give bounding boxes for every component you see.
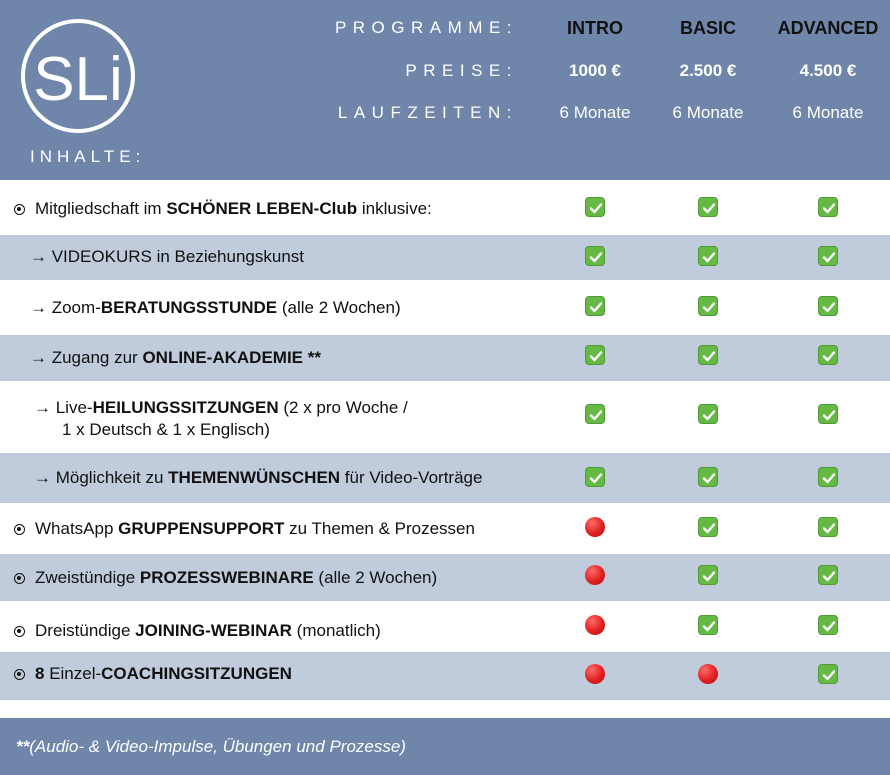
table-row: Dreistündige JOINING-WEBINAR (monatlich) bbox=[0, 601, 890, 652]
check-icon bbox=[698, 246, 718, 266]
check-icon bbox=[585, 246, 605, 266]
column-intro-name: INTRO bbox=[567, 18, 623, 38]
check-icon bbox=[818, 517, 838, 537]
table-row: → Live-HEILUNGSSITZUNGEN (2 x pro Woche / 1 x Deutsch & 1 x Englisch) bbox=[34, 398, 408, 439]
column-basic-name: BASIC bbox=[679, 18, 736, 38]
check-icon bbox=[585, 345, 605, 365]
check-icon bbox=[818, 404, 838, 424]
laufzeiten-label: LAUFZEITEN: bbox=[337, 103, 518, 122]
column-advanced-duration: 6 Monate bbox=[792, 103, 864, 122]
sli-logo bbox=[20, 18, 136, 134]
column-advanced-name: ADVANCED bbox=[777, 18, 879, 38]
check-icon bbox=[818, 345, 838, 365]
column-intro-duration: 6 Monate bbox=[559, 103, 631, 122]
check-icon bbox=[585, 296, 605, 316]
footer bbox=[0, 718, 890, 775]
check-icon bbox=[818, 565, 838, 585]
check-icon bbox=[585, 467, 605, 487]
table-row: 8 Einzel-COACHINGSITZUNGEN bbox=[0, 652, 890, 700]
check-icon bbox=[585, 197, 605, 217]
table-row: → Zoom-BERATUNGSSTUNDE (alle 2 Wochen) bbox=[30, 298, 401, 317]
header bbox=[0, 0, 890, 180]
check-icon bbox=[698, 345, 718, 365]
table-row: → VIDEOKURS in Beziehungskunst bbox=[0, 235, 890, 280]
bullet-icon bbox=[14, 524, 25, 535]
table-row: Zweistündige PROZESSWEBINARE (alle 2 Wochen) bbox=[0, 554, 890, 601]
check-icon bbox=[818, 664, 838, 684]
check-icon bbox=[698, 197, 718, 217]
no-icon bbox=[585, 664, 605, 684]
check-icon bbox=[818, 467, 838, 487]
bullet-icon bbox=[14, 669, 25, 680]
check-icon bbox=[698, 404, 718, 424]
column-basic-price: 2.500 € bbox=[679, 61, 737, 80]
table-row: → Zugang zur ONLINE-AKADEMIE ** bbox=[0, 335, 890, 381]
bullet-icon bbox=[14, 626, 25, 637]
preise-label: PREISE: bbox=[405, 61, 518, 80]
programme-label: PROGRAMME: bbox=[334, 18, 518, 37]
column-basic-duration: 6 Monate bbox=[672, 103, 744, 122]
table-row: Mitgliedschaft im SCHÖNER LEBEN-Club inklusive: bbox=[0, 180, 890, 235]
inhalte-label: INHALTE: bbox=[30, 147, 146, 166]
table-row: → Möglichkeit zu THEMENWÜNSCHEN für Video-Vorträge bbox=[0, 453, 890, 503]
check-icon bbox=[698, 615, 718, 635]
footnote: **(Audio- & Video-Impulse, Übungen und Prozesse) bbox=[16, 737, 406, 756]
bullet-icon bbox=[14, 204, 25, 215]
check-icon bbox=[698, 565, 718, 585]
check-icon bbox=[818, 296, 838, 316]
check-icon bbox=[698, 517, 718, 537]
table-row: WhatsApp GRUPPENSUPPORT zu Themen & Prozessen bbox=[0, 503, 890, 554]
column-intro-price: 1000 € bbox=[569, 61, 621, 80]
logo-text: SLi bbox=[33, 45, 123, 114]
no-icon bbox=[585, 565, 605, 585]
check-icon bbox=[698, 467, 718, 487]
check-icon bbox=[818, 615, 838, 635]
check-icon bbox=[818, 246, 838, 266]
no-icon bbox=[585, 615, 605, 635]
no-icon bbox=[698, 664, 718, 684]
bullet-icon bbox=[14, 573, 25, 584]
column-advanced-price: 4.500 € bbox=[799, 61, 857, 80]
no-icon bbox=[585, 517, 605, 537]
check-icon bbox=[698, 296, 718, 316]
check-icon bbox=[818, 197, 838, 217]
check-icon bbox=[585, 404, 605, 424]
